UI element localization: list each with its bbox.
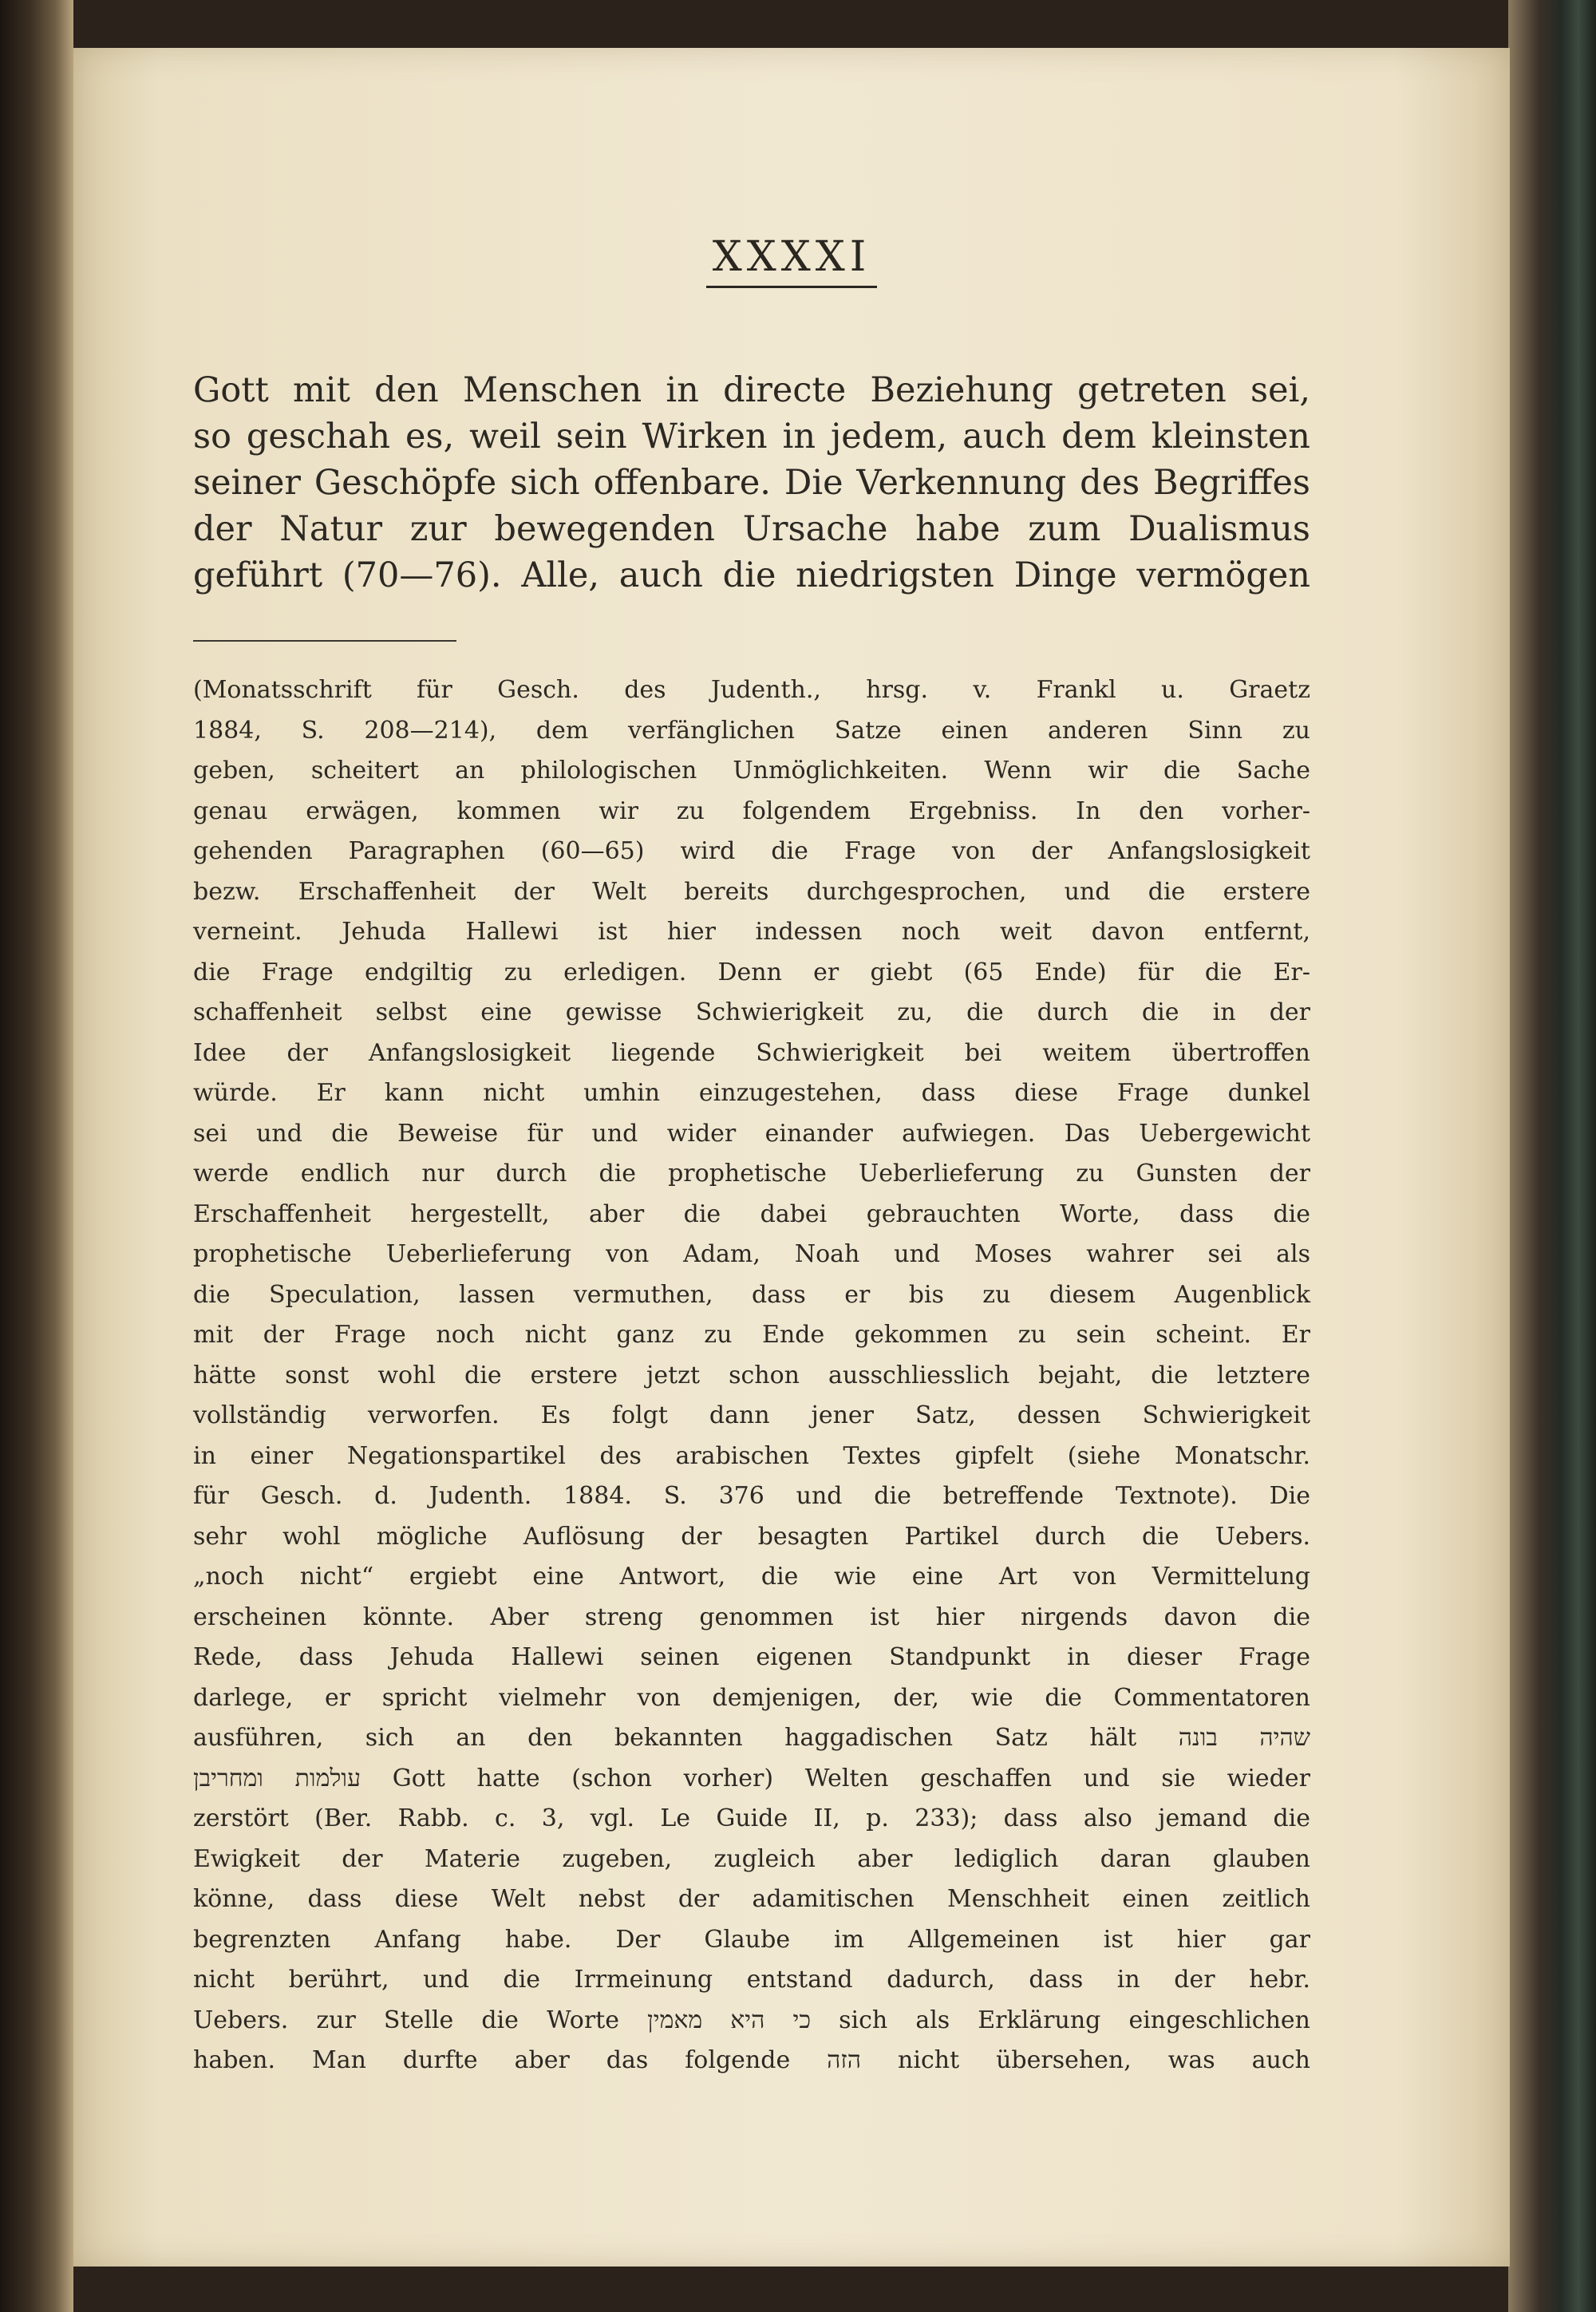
- footnote-line: 1884, S. 208—214), dem verfänglichen Satze einen anderen Sinn zu: [193, 716, 1310, 745]
- footnote-line: gehenden Paragraphen (60—65) wird die Frage von der Anfangslosigkeit: [193, 837, 1310, 865]
- footnote-line: haben. Man durfte aber das folgende הזה nicht übersehen, was auch: [193, 2046, 1310, 2074]
- footnote-line: bezw. Erschaffenheit der Welt bereits durchgesprochen, und die erstere: [193, 877, 1310, 906]
- footnote-line: hätte sonst wohl die erstere jetzt schon ausschliesslich bejaht, die letztere: [193, 1361, 1310, 1389]
- footnote-line: (Monatsschrift für Gesch. des Judenth., hrsg. v. Frankl u. Graetz: [193, 676, 1310, 704]
- footnote-line: עולמות ומחריבן Gott hatte (schon vorher) Welten geschaffen und sie wieder: [193, 1764, 1310, 1792]
- footnote-line: Ewigkeit der Materie zugeben, zugleich aber lediglich daran glauben: [193, 1844, 1310, 1873]
- footnote-line: Rede, dass Jehuda Hallewi seinen eigenen Standpunkt in dieser Frage: [193, 1643, 1310, 1671]
- footnote-line: zerstört (Ber. Rabb. c. 3, vgl. Le Guide II, p. 233); dass also jemand die: [193, 1804, 1310, 1832]
- footnote-line: würde. Er kann nicht umhin einzugestehen, dass diese Frage dunkel: [193, 1079, 1310, 1107]
- footnote-line: Uebers. zur Stelle die Worte כי היא מאמין sich als Erklärung eingeschlichen: [193, 2006, 1310, 2034]
- page-number: XXXXI: [706, 233, 878, 288]
- footnote-line: Erschaffenheit hergestellt, aber die dabei gebrauchten Worte, dass die: [193, 1199, 1310, 1228]
- main-text-line: Gott mit den Menschen in directe Beziehung getreten sei,: [193, 370, 1310, 410]
- footnote-block: [193, 670, 1310, 2081]
- book-cover-edge-right: [1508, 0, 1596, 2312]
- main-text-line: der Natur zur bewegenden Ursache habe zum Dualismus: [193, 509, 1310, 549]
- footnote-line: werde endlich nur durch die prophetische Ueberlieferung zu Gunsten der: [193, 1160, 1310, 1188]
- footnote-line: ausführen, sich an den bekannten haggadischen Satz hält שהיה בונה: [193, 1724, 1310, 1752]
- main-text: [193, 367, 1310, 599]
- main-text-line: geführt (70—76). Alle, auch die niedrigsten Dinge vermögen: [193, 555, 1310, 595]
- footnote-line: mit der Frage noch nicht ganz zu Ende gekommen zu sein scheint. Er: [193, 1321, 1310, 1349]
- main-text-line: so geschah es, weil sein Wirken in jedem, auch dem kleinsten: [193, 417, 1310, 456]
- footnote-line: die Speculation, lassen vermuthen, dass er bis zu diesem Augenblick: [193, 1280, 1310, 1309]
- footnote-line: „noch nicht“ ergiebt eine Antwort, die wie eine Art von Vermittelung: [193, 1563, 1310, 1591]
- footnote-line: begrenzten Anfang habe. Der Glaube im Allgemeinen ist hier gar: [193, 1925, 1310, 1954]
- footnote-line: genau erwägen, kommen wir zu folgendem Ergebniss. In den vorher-: [193, 796, 1310, 825]
- footnote-line: in einer Negationspartikel des arabischen Textes gipfelt (siehe Monatschr.: [193, 1441, 1310, 1470]
- footnote-line: Idee der Anfangslosigkeit liegende Schwierigkeit bei weitem übertroffen: [193, 1038, 1310, 1067]
- book-page: [73, 48, 1510, 2267]
- footnote-line: für Gesch. d. Judenth. 1884. S. 376 und die betreffende Textnote). Die: [193, 1482, 1310, 1510]
- footnote-line: die Frage endgiltig zu erledigen. Denn er giebt (65 Ende) für die Er-: [193, 958, 1310, 986]
- footnote-line: sehr wohl mögliche Auflösung der besagten Partikel durch die Uebers.: [193, 1522, 1310, 1551]
- footnote-line: erscheinen könnte. Aber streng genommen ist hier nirgends davon die: [193, 1603, 1310, 1631]
- footnote-line: prophetische Ueberlieferung von Adam, Noah und Moses wahrer sei als: [193, 1240, 1310, 1268]
- footnote-line: verneint. Jehuda Hallewi ist hier indessen noch weit davon entfernt,: [193, 918, 1310, 946]
- footnote-line: nicht berührt, und die Irrmeinung entstand dadurch, dass in der hebr.: [193, 1966, 1310, 1994]
- footnote-line: schaffenheit selbst eine gewisse Schwierigkeit zu, die durch die in der: [193, 998, 1310, 1026]
- main-text-line: seiner Geschöpfe sich offenbare. Die Verkennung des Begriffes: [193, 463, 1310, 503]
- footnote-line: könne, dass diese Welt nebst der adamitischen Menschheit einen zeitlich: [193, 1885, 1310, 1913]
- page-header: [73, 233, 1510, 288]
- footnote-line: vollständig verworfen. Es folgt dann jener Satz, dessen Schwierigkeit: [193, 1401, 1310, 1429]
- footnote-separator: [193, 640, 456, 642]
- footnote-line: geben, scheitert an philologischen Unmöglichkeiten. Wenn wir die Sache: [193, 757, 1310, 784]
- footnote-line: darlege, er spricht vielmehr von demjenigen, der, wie die Commentatoren: [193, 1683, 1310, 1712]
- footnote-line: sei und die Beweise für und wider einander aufwiegen. Das Uebergewicht: [193, 1119, 1310, 1148]
- book-spine-left: [0, 0, 73, 2312]
